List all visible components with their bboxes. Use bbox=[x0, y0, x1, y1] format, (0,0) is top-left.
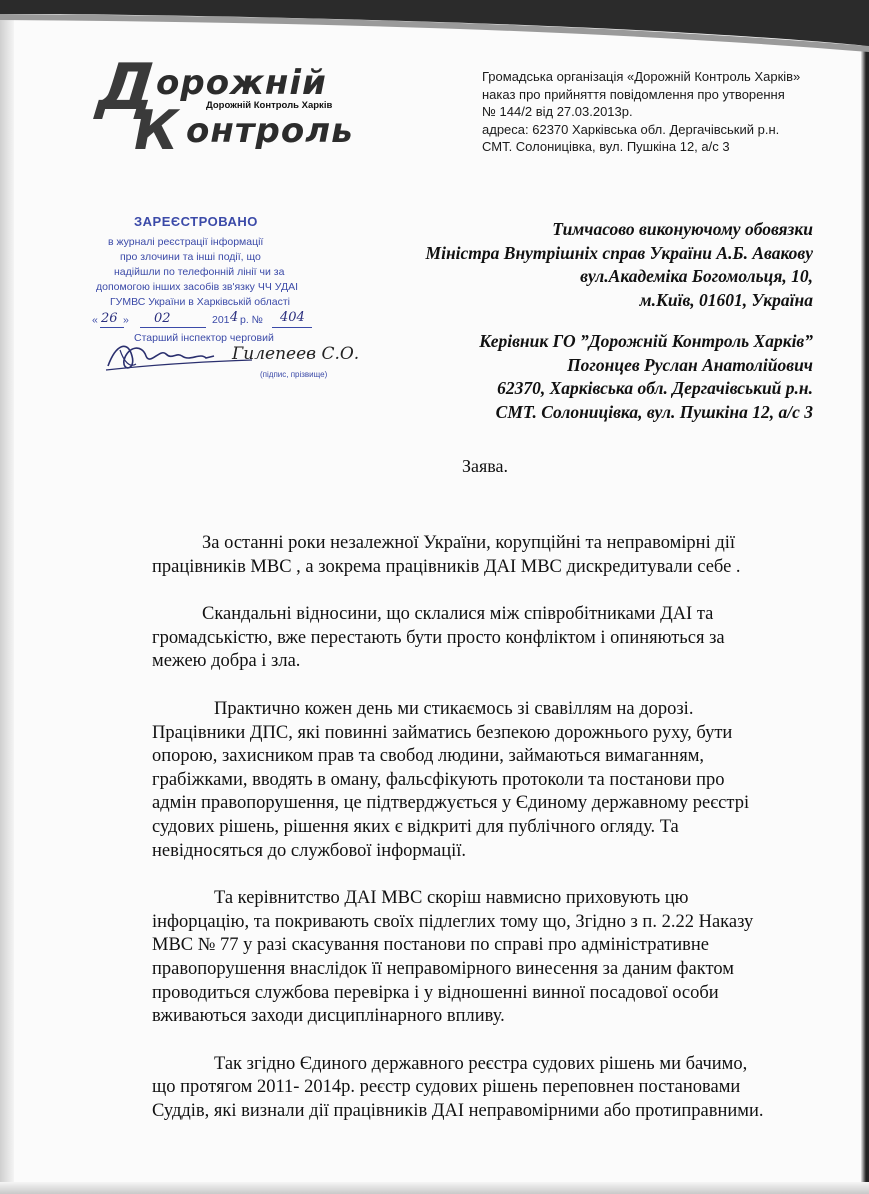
document-title: Заява. bbox=[462, 456, 509, 476]
stamp-date-day: 26 bbox=[101, 311, 118, 326]
paragraph bbox=[152, 1053, 812, 1124]
org-info-line: СМТ. Солоницівка, вул. Пушкіна 12, а/с 3 bbox=[482, 139, 730, 154]
org-logo bbox=[94, 51, 388, 162]
stamp-line: надійшли по телефонній лінії чи за bbox=[114, 266, 285, 278]
addressee-block bbox=[293, 218, 813, 312]
paragraph-line: МВС № 77 у разі скасування постанови по справі про адміністративне bbox=[152, 935, 710, 956]
paragraph-line: межею добра і зла. bbox=[152, 651, 301, 672]
paragraph-line: інфорцацію, та покривають своїх підлеглих тому що, Згідно з п. 2.22 Наказу bbox=[152, 911, 754, 932]
paragraph-line: громадськістю, вже перестають бути просто конфліктом і опиняються за bbox=[152, 627, 725, 648]
paragraph-line: судових рішень, рішення яких є відкриті для публічного огляду. Та bbox=[152, 816, 679, 837]
scan-edge-bottom bbox=[0, 1182, 869, 1194]
stamp-date-year-hand: 4 bbox=[230, 310, 239, 325]
paragraph bbox=[152, 603, 812, 674]
signer-caption: (підпис, прізвище) bbox=[260, 370, 328, 379]
logo-subtitle: Дорожній Контроль Харків bbox=[206, 100, 333, 111]
stamp-date-close: » bbox=[123, 314, 129, 326]
addressee-line: Міністра Внутрішніх справ України А.Б. Авакову bbox=[425, 242, 813, 263]
stamp-title: ЗАРЕЄСТРОВАНО bbox=[134, 214, 258, 229]
paragraph-line: вживаються заходи дисциплінарного впливу. bbox=[152, 1006, 505, 1027]
paragraph-line: Працівники ДПС, які повинні займатись безпекою дорожнього руху, бути bbox=[152, 722, 733, 743]
paragraph-line: опорою, захисником прав та свобод людини, займаються вимаганням, bbox=[152, 746, 705, 767]
paragraph-line: Скандальні відносини, що склалися між співробітниками ДАІ та bbox=[202, 604, 714, 625]
addressee-line: вул.Академіка Богомольця, 10, bbox=[580, 266, 813, 286]
stamp-date-month: 02 bbox=[154, 311, 171, 326]
stamp-date-year: 201 bbox=[212, 314, 230, 326]
paragraph-line: невідносяться до службової інформації. bbox=[152, 840, 467, 861]
stamp-line: допомогою інших засобів зв'язку ЧЧ УДАІ bbox=[96, 281, 298, 293]
scan-edge-right bbox=[861, 0, 869, 1194]
org-info-line: № 144/2 від 27.03.2013р. bbox=[482, 104, 633, 119]
scan-edge-left bbox=[0, 0, 14, 1194]
logo-initial-k: К bbox=[134, 99, 179, 162]
paragraph bbox=[152, 698, 812, 863]
paragraph-line: Суддів, які визнали дії працівників ДАІ неправомірними або протиправними. bbox=[152, 1100, 764, 1121]
addressee-line: Тимчасово виконуючому обовязки bbox=[552, 219, 813, 239]
stamp-underline bbox=[272, 327, 312, 328]
sender-line: 62370, Харківська обл. Дергачівський р.н. bbox=[497, 378, 813, 398]
paragraph-line: адмін правопорушення, це підтверджується у Єдиному державному реєстрі bbox=[152, 793, 750, 814]
paragraph-line: грабіжками, вводять в оману, фальсфікують протоколи та постанови про bbox=[152, 769, 725, 790]
sender-line: Погонцев Руслан Анатолійович bbox=[567, 354, 813, 375]
stamp-number: 404 bbox=[280, 310, 305, 325]
org-info-line: наказ про прийняття повідомлення про утворення bbox=[482, 86, 785, 102]
paragraph-line: Та керівнитство ДАІ МВС скоріш навмисно приховують цю bbox=[214, 888, 689, 909]
stamp-line: ГУМВС України в Харківській області bbox=[110, 296, 290, 308]
logo-initial-d: Д bbox=[94, 51, 159, 125]
org-header-info bbox=[482, 68, 842, 156]
addressee-line: м.Київ, 01601, Україна bbox=[639, 289, 813, 310]
paragraph-line: За останні роки незалежної України, корупційні та неправомірні дії bbox=[202, 533, 736, 553]
stamp-officer: Старший інспектор черговий bbox=[134, 332, 274, 344]
stamp-number-label: р. № bbox=[240, 314, 263, 326]
paragraph bbox=[152, 887, 812, 1029]
paragraph-line: правопорушення внаслідок її неправомірного винесення за даним фактом bbox=[152, 958, 734, 979]
org-info-line: Громадська організація «Дорожній Контроль Харків» bbox=[482, 69, 801, 84]
sender-line: СМТ. Солоницівка, вул. Пушкіна 12, а/с 3 bbox=[495, 401, 813, 422]
paragraph-line: проводиться службова перевірка і у відношенні винної посадової особи bbox=[152, 982, 719, 1003]
stamp-date-open: « bbox=[92, 314, 98, 326]
signer-name: Гилепеев С.О. bbox=[232, 344, 360, 364]
paragraph-line: Так згідно Єдиного державного реєстра судових рішень ми бачимо, bbox=[214, 1053, 748, 1074]
paragraph-line: працівників МВС , а зокрема працівників ДАІ МВС дискредитували себе . bbox=[152, 556, 741, 577]
stamp-line: в журналі реєстрації інформації bbox=[108, 236, 264, 248]
org-info-line: адреса: 62370 Харківська обл. Дергачівський р.н. bbox=[482, 121, 780, 137]
paragraph bbox=[152, 532, 812, 579]
logo-word-1: орожній bbox=[156, 63, 327, 103]
stamp-line: про злочини та інші події, що bbox=[120, 251, 261, 263]
sender-block bbox=[293, 330, 813, 424]
paragraph-line: Практично кожен день ми стикаємось зі свавіллям на дорозі. bbox=[214, 698, 694, 719]
paragraph-line: що протягом 2011- 2014р. реєстр судових рішень переповнен постановами bbox=[152, 1077, 741, 1098]
statement-body bbox=[152, 532, 812, 1123]
sender-line: Керівник ГО ”Дорожній Контроль Харків” bbox=[479, 331, 813, 351]
logo-word-2: онтроль bbox=[186, 111, 354, 151]
